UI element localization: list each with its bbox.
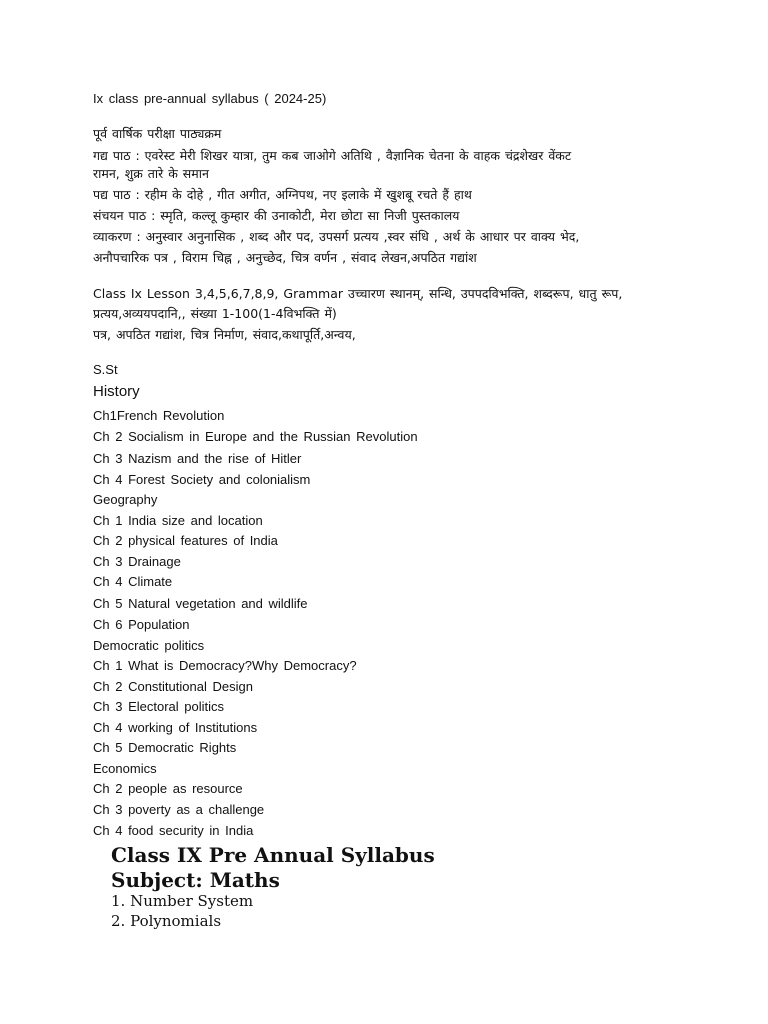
history-chapter: Ch 4 Forest Society and colonialism — [93, 472, 311, 487]
economics-chapter: Ch 3 poverty as a challenge — [93, 802, 265, 817]
economics-chapter: Ch 2 people as resource — [93, 781, 243, 796]
geography-chapter: Ch 4 Climate — [93, 574, 173, 589]
sanskrit-line-2: प्रत्यय,अव्ययपदानि,, संख्या 1-100(1-4विभक्ति में) — [93, 306, 337, 321]
document-title: Ix class pre-annual syllabus ( 2024-25) — [93, 91, 327, 106]
maths-chapter: 1. Number System — [111, 892, 254, 910]
hindi-sanchayan: संचयन पाठ : स्मृति, कल्लू कुम्हार की उनाकोटी, मेरा छोटा सा निजी पुस्तकालय — [93, 208, 460, 223]
history-heading: History — [93, 383, 140, 400]
history-chapter: Ch 3 Nazism and the rise of Hitler — [93, 451, 302, 466]
civics-chapter: Ch 1 What is Democracy?Why Democracy? — [93, 658, 357, 673]
hindi-padya: पद्य पाठ : रहीम के दोहे , गीत अगीत, अग्निपथ, नए इलाके में खुशबू रचते हैं हाथ — [93, 187, 472, 202]
civics-heading: Democratic politics — [93, 638, 205, 653]
geography-heading: Geography — [93, 492, 158, 507]
civics-chapter: Ch 5 Democratic Rights — [93, 740, 237, 755]
hindi-vyakaran-line-2: अनौपचारिक पत्र , विराम चिह्न , अनुच्छेद, चित्र वर्णन , संवाद लेखन,अपठित गद्यांश — [93, 250, 477, 265]
geography-chapter: Ch 2 physical features of India — [93, 533, 278, 548]
sanskrit-line-3: पत्र, अपठित गद्यांश, चित्र निर्माण, संवाद,कथापूर्ति,अन्वय, — [93, 327, 356, 342]
hindi-gadya-line-2: रामन, शुक्र तारे के समान — [93, 166, 209, 181]
sanskrit-line-1: Class Ix Lesson 3,4,5,6,7,8,9, Grammar उच्चारण स्थानम्, सन्धि, उपपदविभक्ति, शब्दरूप, धातु रूप, — [93, 286, 623, 301]
hindi-gadya-line-1: गद्य पाठ : एवरेस्ट मेरी शिखर यात्रा, तुम कब जाओगे अतिथि , वैज्ञानिक चेतना के वाहक चंद्रशेखर वेंकट — [93, 148, 572, 163]
maths-chapter: 2. Polynomials — [111, 912, 222, 930]
sst-label: S.St — [93, 362, 118, 377]
maths-syllabus-title: Class IX Pre Annual Syllabus — [111, 843, 435, 867]
hindi-vyakaran-line-1: व्याकरण : अनुस्वार अनुनासिक , शब्द और पद, उपसर्ग प्रत्यय ,स्वर संधि , अर्थ के आधार पर वाक्य भेद, — [93, 229, 580, 244]
history-chapter: Ch 2 Socialism in Europe and the Russian Revolution — [93, 429, 418, 444]
civics-chapter: Ch 2 Constitutional Design — [93, 679, 253, 694]
economics-heading: Economics — [93, 761, 157, 776]
geography-chapter: Ch 5 Natural vegetation and wildlife — [93, 596, 308, 611]
geography-chapter: Ch 3 Drainage — [93, 554, 181, 569]
hindi-heading: पूर्व वार्षिक परीक्षा पाठ्यक्रम — [93, 126, 222, 141]
civics-chapter: Ch 4 working of Institutions — [93, 720, 258, 735]
maths-subject-heading: Subject: Maths — [111, 868, 280, 892]
history-chapter: Ch1French Revolution — [93, 408, 225, 423]
geography-chapter: Ch 1 India size and location — [93, 513, 263, 528]
civics-chapter: Ch 3 Electoral politics — [93, 699, 224, 714]
economics-chapter: Ch 4 food security in India — [93, 823, 254, 838]
geography-chapter: Ch 6 Population — [93, 617, 190, 632]
